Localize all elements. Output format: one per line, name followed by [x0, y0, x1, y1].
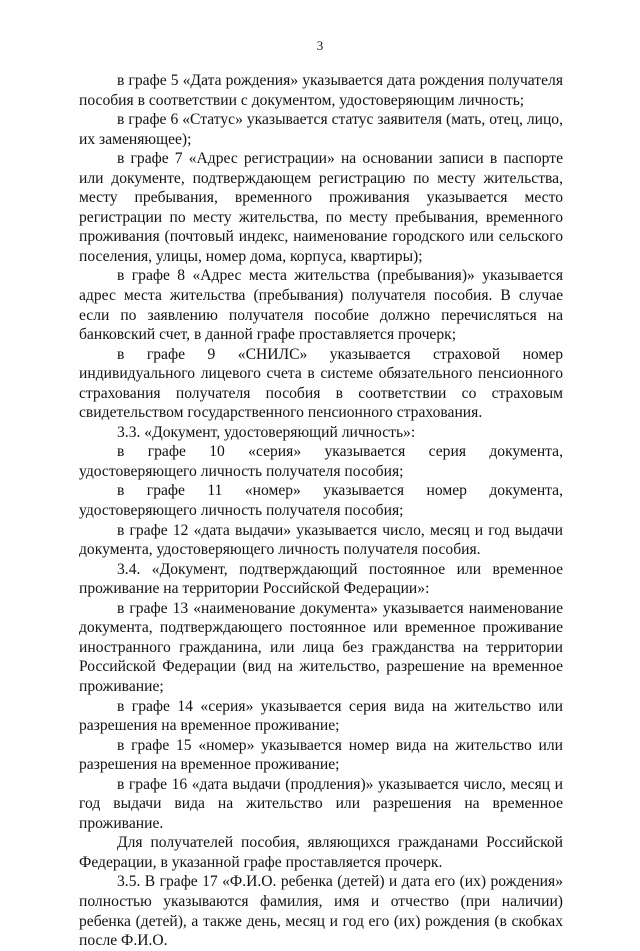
- paragraph-field-12-issue-date: в графе 12 «дата выдачи» указывается число, месяц и год выдачи документа, удостоверяющего личность получателя пособия.: [79, 521, 563, 559]
- paragraph-field-8-residence-address: в графе 8 «Адрес места жительства (пребывания)» указывается адрес места жительства (пребывания) получателя пособия. В случае если по заявлению получателя пособие должно перечисляться на банковский счет, в данной графе проставляется прочерк;: [79, 267, 563, 344]
- paragraph-field-9-snils: в графе 9 «СНИЛС» указывается страховой номер индивидуального лицевого счета в системе обязательного пенсионного страхования получателя пособия в соответствии со страховым свидетельством государственного пенсионного страхования.: [79, 345, 563, 422]
- paragraph-field-7-registration-address: в графе 7 «Адрес регистрации» на основании записи в паспорте или документе, подтверждающем регистрацию по месту жительства, месту пребывания, временного проживания указывается место регистрации по месту жительства, по месту пребывания, временного проживания (почтовый индекс, наименование городского или сельского поселения, улицы, номер дома, корпуса, квартиры);: [79, 150, 563, 265]
- paragraph-field-5-birth-date: в графе 5 «Дата рождения» указывается дата рождения получателя пособия в соответствии с документом, удостоверяющим личность;: [79, 72, 563, 109]
- page-number: 3: [316, 38, 324, 53]
- paragraph-field-6-status: в графе 6 «Статус» указывается статус заявителя (мать, отец, лицо, их заменяющее);: [79, 111, 563, 148]
- document-body: [79, 71, 563, 951]
- paragraph-section-3-5-field-17: 3.5. В графе 17 «Ф.И.О. ребенка (детей) и дата его (их) рождения» полностью указываются фамилия, имя и отчество (при наличии) ребенка (детей), а также день, месяц и год его (их) рождения (в скобках после Ф.И.О.: [79, 873, 563, 950]
- section-3-3-heading: 3.3. «Документ, удостоверяющий личность»:: [117, 423, 416, 441]
- paragraph-field-14-series: в графе 14 «серия» указывается серия вида на жительство или разрешения на временное проживание;: [79, 697, 563, 735]
- paragraph-citizens-note: Для получателей пособия, являющихся гражданами Российской Федерации, в указанной графе проставляется прочерк.: [79, 834, 563, 871]
- paragraph-field-10-series: в графе 10 «серия» указывается серия документа, удостоверяющего личность получателя пособия;: [79, 443, 563, 480]
- paragraph-field-11-number: в графе 11 «номер» указывается номер документа, удостоверяющего личность получателя пособия;: [79, 482, 563, 520]
- paragraph-field-16-issue-date: в графе 16 «дата выдачи (продления)» указывается число, месяц и год выдачи вида на жительство или разрешения на временное проживание.: [79, 775, 563, 832]
- paragraph-field-15-number: в графе 15 «номер» указывается номер вида на жительство или разрешения на временное проживание;: [79, 736, 563, 774]
- section-3-4-heading: 3.4. «Документ, подтверждающий постоянное или временное проживание на территории Российской Федерации»:: [79, 560, 563, 598]
- paragraph-field-13-document-name: в графе 13 «наименование документа» указывается наименование документа, подтверждающего постоянное или временное проживание иностранного гражданина, или лица без гражданства на территории Российской Федерации (вид на жительство, разрешение на временное проживание;: [79, 599, 563, 695]
